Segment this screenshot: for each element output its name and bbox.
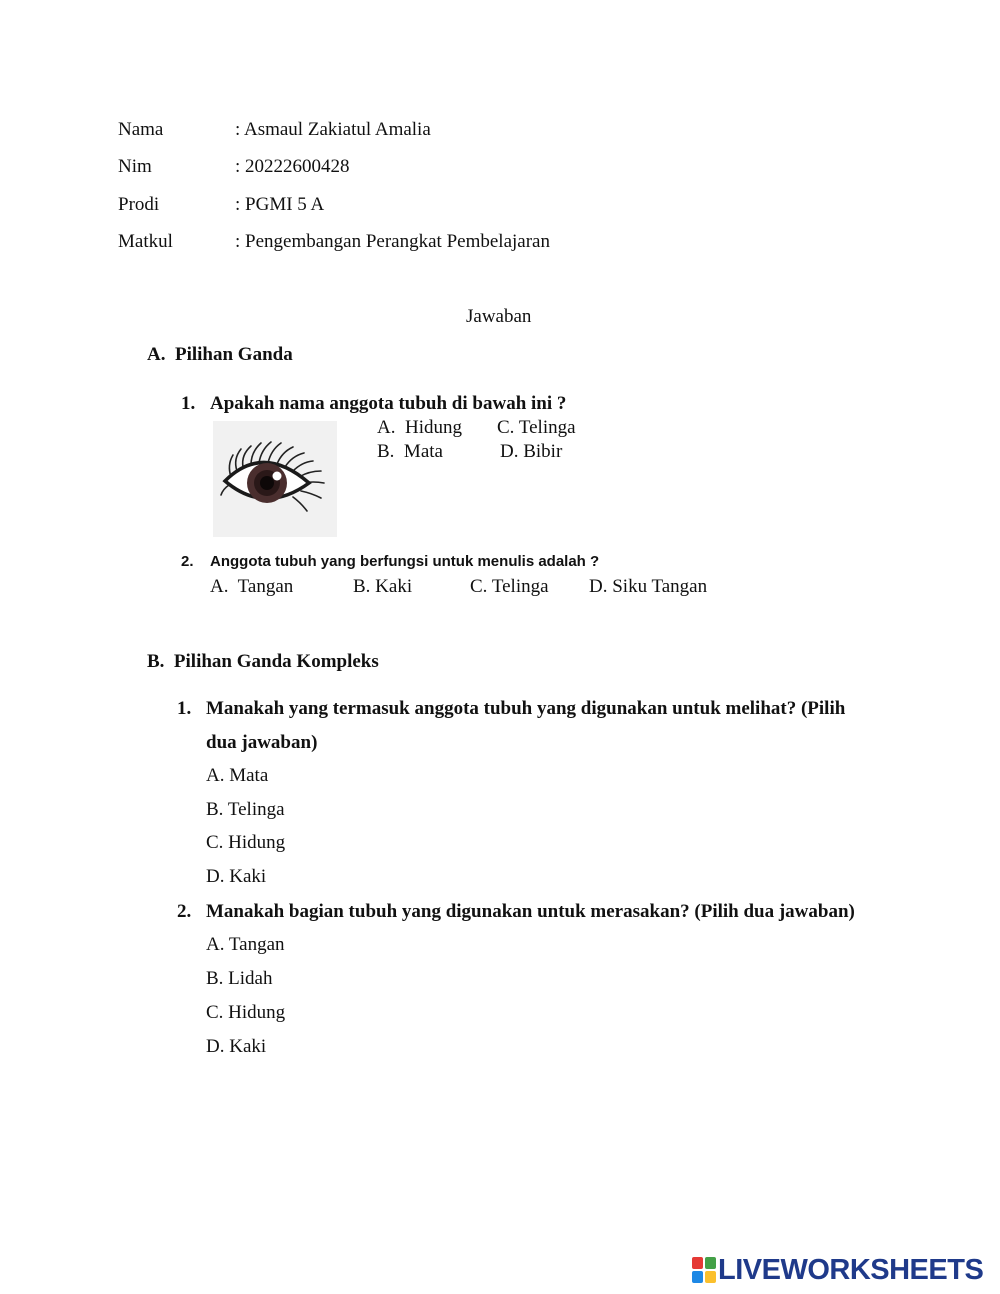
eye-illustration-icon — [213, 421, 337, 537]
section-a-q2-option-b: B. Kaki — [353, 576, 413, 597]
section-b-q2-option-c: C. Hidung — [206, 1002, 286, 1023]
section-b-q1-option-b: B. Telinga — [206, 799, 285, 820]
section-a-q2-option-c: C. Telinga — [470, 576, 549, 597]
section-b-q1-number: 1. — [177, 698, 192, 719]
section-a-q2-option-a: A. Tangan — [210, 576, 294, 597]
section-a-q2-option-d: D. Siku Tangan — [589, 576, 708, 597]
section-b-q2-text: Manakah bagian tubuh yang digunakan untuk merasakan? (Pilih dua jawaban) — [206, 901, 855, 922]
value-prodi: : PGMI 5 A — [235, 194, 325, 215]
section-b-q1-option-c: C. Hidung — [206, 832, 286, 853]
section-b-heading: B. Pilihan Ganda Kompleks — [147, 651, 379, 672]
logo-tile-yellow — [705, 1271, 716, 1283]
logo-tile-green — [705, 1257, 716, 1269]
section-b-q1-option-a: A. Mata — [206, 765, 269, 786]
section-b-q2-number: 2. — [177, 901, 192, 922]
value-nama: : Asmaul Zakiatul Amalia — [235, 119, 431, 140]
label-nim: Nim — [118, 156, 152, 177]
label-matkul: Matkul — [118, 231, 173, 252]
section-b-q2-option-b: B. Lidah — [206, 968, 273, 989]
section-a-q1-option-d: D. Bibir — [500, 441, 563, 462]
liveworksheets-logo-icon — [692, 1257, 716, 1283]
section-b-q1-text-line2: dua jawaban) — [206, 732, 318, 753]
liveworksheets-logo-text: LIVEWORKSHEETS — [718, 1253, 984, 1286]
section-a-q2-text: Anggota tubuh yang berfungsi untuk menulis adalah ? — [210, 553, 600, 570]
section-b-q2-option-a: A. Tangan — [206, 934, 285, 955]
section-a-q1-option-b: B. Mata — [377, 441, 443, 462]
section-a-heading: A. Pilihan Ganda — [147, 344, 293, 365]
value-matkul: : Pengembangan Perangkat Pembelajaran — [235, 231, 550, 252]
page-title: Jawaban — [466, 306, 532, 327]
section-a-q1-number: 1. — [181, 393, 196, 414]
section-a-q2-number: 2. — [181, 553, 194, 570]
logo-tile-red — [692, 1257, 703, 1269]
section-a-q1-option-c: C. Telinga — [497, 417, 576, 438]
label-nama: Nama — [118, 119, 164, 140]
section-a-q1-text: Apakah nama anggota tubuh di bawah ini ? — [210, 393, 567, 414]
section-b-q2-option-d: D. Kaki — [206, 1036, 267, 1057]
section-b-q1-option-d: D. Kaki — [206, 866, 267, 887]
value-nim: : 20222600428 — [235, 156, 350, 177]
logo-tile-blue — [692, 1271, 703, 1283]
liveworksheets-logo[interactable] — [692, 1253, 984, 1286]
section-b-q1-text-line1: Manakah yang termasuk anggota tubuh yang digunakan untuk melihat? (Pilih — [206, 698, 846, 719]
label-prodi: Prodi — [118, 194, 160, 215]
section-a-q1-option-a: A. Hidung — [377, 417, 462, 438]
